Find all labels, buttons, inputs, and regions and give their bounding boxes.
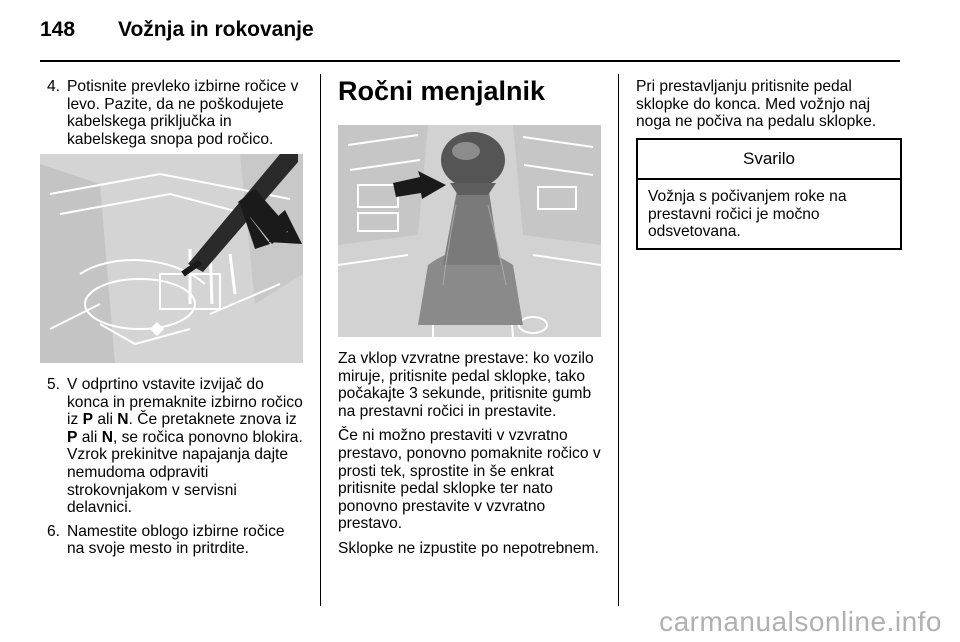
- step-6: [40, 523, 306, 558]
- middle-column-heading: [338, 76, 604, 106]
- page-number: 148: [40, 18, 76, 41]
- step-6-number: 6.: [47, 522, 61, 540]
- step-4-number: 4.: [47, 78, 61, 95]
- gear-p-label-2: P: [67, 428, 78, 446]
- page-title: Vožnja in rokovanje: [118, 18, 314, 41]
- left-column: [40, 78, 306, 154]
- clutch-paragraph: Pri prestavljanju pritisnite pedal sklopke do konca. Med vožnjo naj noga ne počiva na pedalu sklopke.: [636, 78, 877, 131]
- right-column: [636, 78, 900, 138]
- warning-title: Svarilo: [638, 140, 900, 180]
- step-6-text: Namestite oblogo izbirne ročice na svoje mesto in pritrdite.: [67, 522, 285, 558]
- reverse-gear-paragraph-3: Sklopke ne izpustite po nepotrebnem.: [338, 539, 599, 557]
- gear-n-label-2: N: [101, 428, 113, 446]
- watermark: carmanualsonline.info: [659, 606, 942, 637]
- left-column-lower: [40, 376, 306, 564]
- column-divider-left: [320, 74, 321, 606]
- step-5: [40, 376, 306, 517]
- step-5-text-part3: . Če pretaknete znova iz: [128, 411, 297, 429]
- step-5-number: 5.: [47, 376, 61, 393]
- step-5-text-part1: V odprtino vstavite izvijač do konca in premaknite izbirno ročico iz: [67, 376, 303, 429]
- section-title: Ročni menjalnik: [338, 76, 546, 106]
- gear-n-label: N: [117, 411, 129, 429]
- step-4: [40, 78, 306, 148]
- reverse-gear-paragraph-2: Če ni možno prestaviti v vzvratno prestavo, ponovno pomaknite ročico v prosti tek, sprostite in še enkrat pritisnite pedal sklopke ter nato ponovno prestavite v vzvratno prestavo.: [338, 427, 601, 533]
- reverse-gear-paragraph-1: Za vklop vzvratne prestave: ko vozilo miruje, pritisnite pedal sklopke, tako počakajte 3 sekunde, pritisnite gumb na prestavni ročici in prestavite.: [338, 350, 594, 420]
- column-divider-right: [618, 74, 619, 606]
- step-5-text-part4: ali: [77, 428, 102, 446]
- warning-box: [636, 138, 902, 250]
- middle-column-text: [338, 350, 604, 565]
- step-5-text-part2: ali: [93, 411, 118, 429]
- screwdriver-gear-lever-illustration: [40, 154, 303, 363]
- warning-text: Vožnja s počivanjem roke na prestavni ročici je močno odsvetovana.: [648, 188, 847, 241]
- gear-p-label: P: [82, 411, 93, 429]
- step-5-text-part5: , se ročica ponovno blokira. Vzrok prekinitve napajanja dajte nemudoma odpraviti strokovnjakom v servisni delavnici.: [67, 428, 303, 517]
- header-rule: [40, 60, 900, 62]
- manual-gear-shift-illustration: [338, 125, 601, 337]
- step-4-text: Potisnite prevleko izbirne ročice v levo. Pazite, da ne poškodujete kabelskega priključka in kabelskega snopa pod ročico.: [67, 78, 299, 148]
